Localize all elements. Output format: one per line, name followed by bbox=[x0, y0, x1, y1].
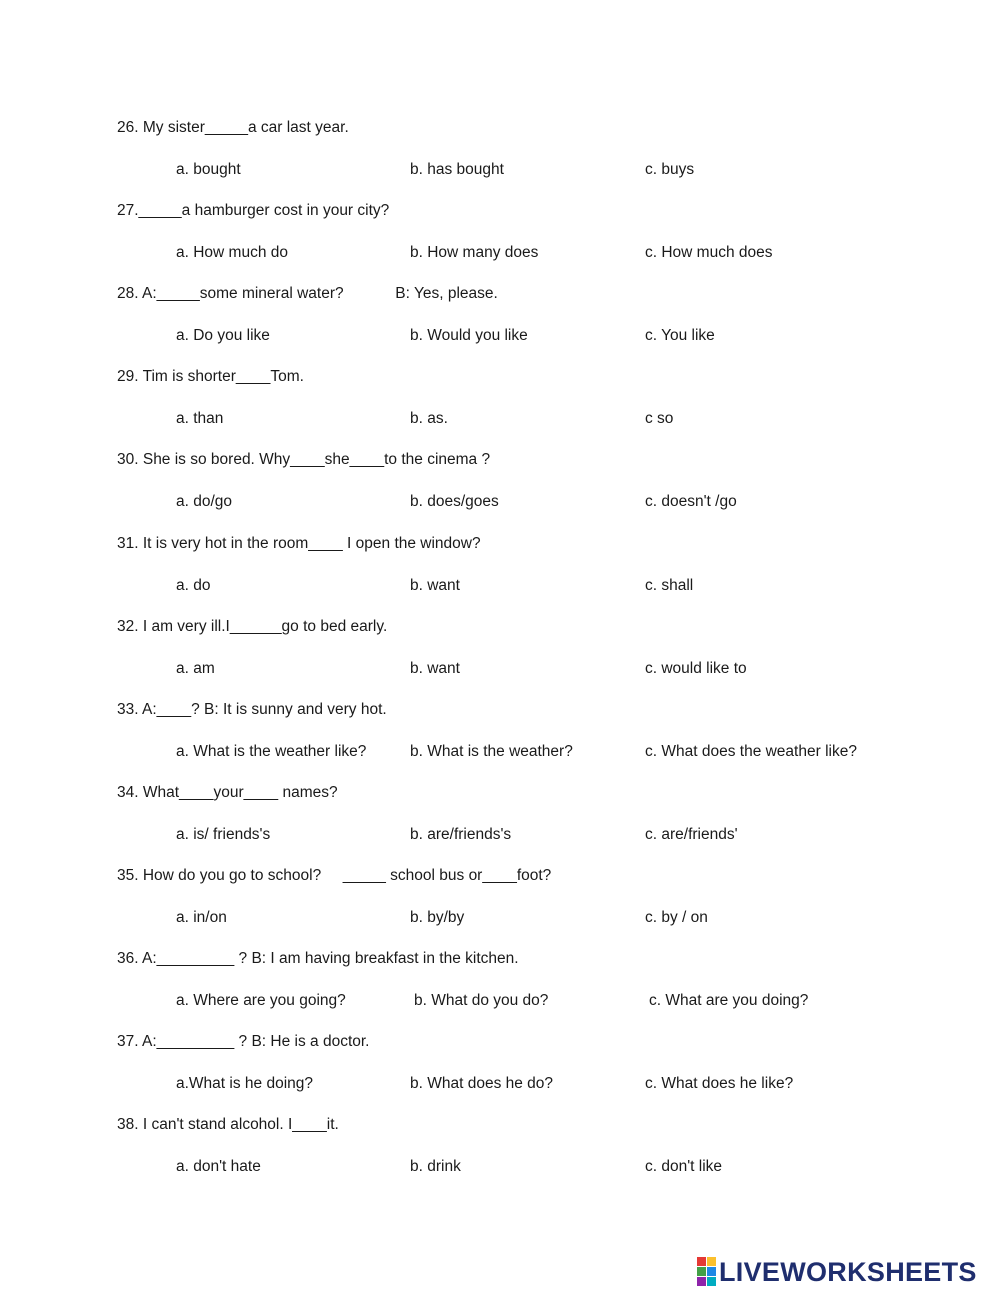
question-stem: 26. My sister_____a car last year. bbox=[117, 119, 349, 136]
answer-option-a[interactable]: a. than bbox=[176, 410, 224, 427]
answer-option-b[interactable]: b. has bought bbox=[410, 161, 504, 178]
question-stem: 35. How do you go to school? _____ school bus or____foot? bbox=[117, 867, 552, 884]
answer-option-a[interactable]: a.What is he doing? bbox=[176, 1075, 314, 1092]
answer-option-c[interactable]: c. What does he like? bbox=[645, 1075, 794, 1092]
answer-option-c[interactable]: c. How much does bbox=[645, 244, 773, 261]
answer-option-c[interactable]: c. shall bbox=[645, 577, 694, 594]
question-stem: 31. It is very hot in the room____ I open the window? bbox=[117, 535, 481, 552]
answer-option-a[interactable]: a. is/ friends's bbox=[176, 826, 271, 843]
answer-option-c[interactable]: c so bbox=[645, 410, 674, 427]
question-stem: 36. A:_________ ? B: I am having breakfast in the kitchen. bbox=[117, 950, 519, 967]
answer-option-c[interactable]: c. don't like bbox=[645, 1158, 723, 1175]
answer-option-a[interactable]: a. Do you like bbox=[176, 327, 270, 344]
answer-option-c[interactable]: c. What does the weather like? bbox=[645, 743, 857, 760]
answer-option-c[interactable]: c. would like to bbox=[645, 660, 747, 677]
answer-option-b[interactable]: b. as. bbox=[410, 410, 448, 427]
answer-option-b[interactable]: b. How many does bbox=[410, 244, 539, 261]
answer-option-a[interactable]: a. do bbox=[176, 577, 211, 594]
answer-option-a[interactable]: a. am bbox=[176, 660, 215, 677]
answer-option-a[interactable]: a. Where are you going? bbox=[176, 992, 346, 1009]
answer-option-c[interactable]: c. buys bbox=[645, 161, 695, 178]
question-stem: 30. She is so bored. Why____she____to the cinema ? bbox=[117, 451, 491, 468]
answer-option-b[interactable]: b. What is the weather? bbox=[410, 743, 573, 760]
answer-option-b[interactable]: b. want bbox=[410, 577, 460, 594]
answer-option-c[interactable]: c. doesn't /go bbox=[645, 493, 737, 510]
answer-option-b[interactable]: b. want bbox=[410, 660, 460, 677]
question-stem: 32. I am very ill.I______go to bed early. bbox=[117, 618, 388, 635]
logo-block bbox=[707, 1257, 716, 1266]
logo-block bbox=[697, 1277, 706, 1286]
logo-block bbox=[707, 1277, 716, 1286]
answer-option-c[interactable]: c. You like bbox=[645, 327, 715, 344]
question-stem: 28. A:_____some mineral water? B: Yes, please. bbox=[117, 285, 498, 302]
answer-option-a[interactable]: a. bought bbox=[176, 161, 241, 178]
question-stem: 27._____a hamburger cost in your city? bbox=[117, 202, 390, 219]
answer-option-b[interactable]: b. does/goes bbox=[410, 493, 499, 510]
answer-option-b[interactable]: b. Would you like bbox=[410, 327, 528, 344]
logo-block bbox=[707, 1267, 716, 1276]
answer-option-a[interactable]: a. don't hate bbox=[176, 1158, 261, 1175]
answer-option-c[interactable]: c. What are you doing? bbox=[649, 992, 809, 1009]
answer-option-b[interactable]: b. by/by bbox=[410, 909, 465, 926]
logo-block bbox=[697, 1267, 706, 1276]
answer-option-b[interactable]: b. drink bbox=[410, 1158, 461, 1175]
answer-option-a[interactable]: a. in/on bbox=[176, 909, 227, 926]
answer-option-a[interactable]: a. How much do bbox=[176, 244, 288, 261]
question-stem: 33. A:____? B: It is sunny and very hot. bbox=[117, 701, 387, 718]
answer-option-a[interactable]: a. What is the weather like? bbox=[176, 743, 367, 760]
question-stem: 29. Tim is shorter____Tom. bbox=[117, 368, 304, 385]
answer-option-b[interactable]: b. are/friends's bbox=[410, 826, 512, 843]
question-stem: 34. What____your____ names? bbox=[117, 784, 338, 801]
question-stem: 38. I can't stand alcohol. I____it. bbox=[117, 1116, 339, 1133]
answer-option-a[interactable]: a. do/go bbox=[176, 493, 233, 510]
answer-option-c[interactable]: c. are/friends' bbox=[645, 826, 738, 843]
answer-option-b[interactable]: b. What does he do? bbox=[410, 1075, 554, 1092]
logo-blocks-icon bbox=[697, 1257, 716, 1286]
answer-option-b[interactable]: b. What do you do? bbox=[414, 992, 549, 1009]
liveworksheets-logo bbox=[697, 1257, 977, 1286]
question-stem: 37. A:_________ ? B: He is a doctor. bbox=[117, 1033, 370, 1050]
logo-block bbox=[697, 1257, 706, 1266]
answer-option-c[interactable]: c. by / on bbox=[645, 909, 708, 926]
logo-text: LIVEWORKSHEETS bbox=[719, 1256, 977, 1287]
